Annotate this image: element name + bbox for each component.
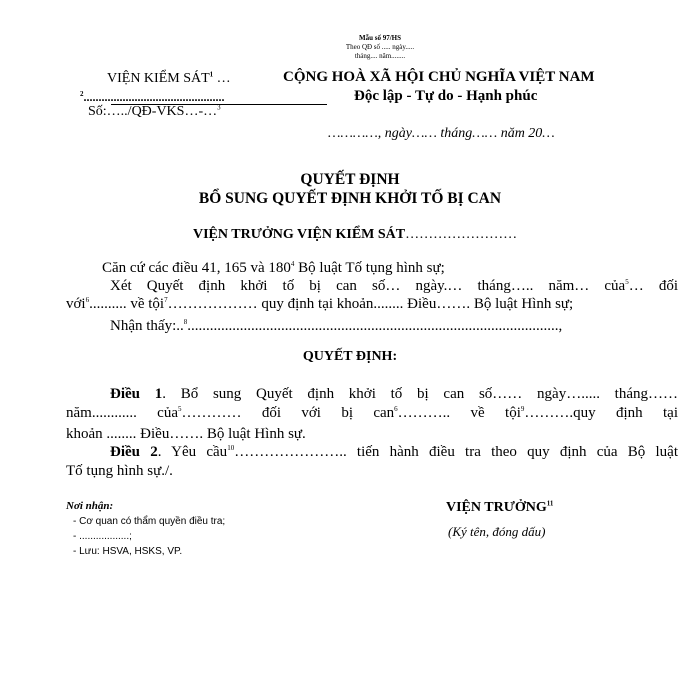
recipient-item: - ..................; — [73, 531, 132, 542]
footnote-ref: 3 — [217, 103, 221, 112]
footnote-ref: 1 — [209, 70, 214, 79]
form-number: Mẫu số 97/HS — [358, 34, 401, 42]
issuing-authority: VIỆN TRƯỞNG VIỆN KIỂM SÁT…………………… — [193, 227, 518, 242]
legal-basis-line: Căn cứ các điều 41, 165 và $180^4$ Bộ luật Tố tụng hình sự; — [102, 260, 445, 276]
article-1-label: Điều 1 — [110, 386, 163, 402]
footnote-ref: 6 — [85, 296, 90, 304]
footnote-ref: 4 — [290, 260, 295, 268]
form-number-note — [300, 34, 460, 61]
footnote-ref: 9 — [520, 405, 525, 413]
footnote-ref: 6 — [394, 405, 398, 413]
document-title: QUYẾT ĐỊNH — [300, 171, 400, 188]
article-1-line-2: năm............ của$^5$………… đối với bị can$^6$……….. về tội$^9$……….quy định tại — [66, 405, 678, 421]
footnote-ref: 10 — [227, 444, 235, 452]
country-name: CỘNG HOÀ XÃ HỘI CHỦ NGHĨA VIỆT NAM — [283, 69, 595, 85]
decision-heading: QUYẾT ĐỊNH: — [302, 349, 398, 364]
considering-line: Xét Quyết định khởi tố bị can số… ngày.… tháng….. năm… của$^5$… đối — [110, 278, 678, 294]
recipient-item: - Lưu: HSVA, HSKS, VP. — [73, 546, 183, 557]
form-decision-ref: Theo QĐ số ..... ngày..... — [345, 43, 415, 51]
footnote-ref: 5 — [625, 278, 629, 286]
document-number: Số:…../QĐ-VKS…-…$^3$ — [88, 103, 221, 119]
signer-title: VIỆN TRƯỞNG$^{11}$ — [446, 499, 554, 515]
document-subtitle: BỔ SUNG QUYẾT ĐỊNH KHỞI TỐ BỊ CAN — [198, 190, 502, 207]
footnote-ref: 8 — [183, 318, 188, 326]
signature-note: (Ký tên, đóng dấu) — [448, 524, 546, 539]
article-1: Điều 1. Bổ sung Quyết định khởi tố bị can số…… ngày…..... tháng…… — [110, 386, 678, 402]
article-2: Điều 2. Yêu cầu$^{10}$………………….. tiến hành điều tra theo quy định của Bộ luật — [110, 444, 679, 460]
finding-line: Nhận thấy:..$^8$..................................................................................................., — [110, 318, 563, 334]
agency-blank: $^2$............................................... — [80, 90, 225, 104]
form-decision-date: tháng.... năm........ — [354, 52, 406, 60]
footnote-ref: 5 — [178, 405, 182, 413]
footnote-ref: 2 — [80, 90, 84, 98]
place-and-date: …………, ngày…… tháng…… năm 20… — [328, 126, 555, 141]
national-motto: Độc lập - Tự do - Hạnh phúc — [354, 88, 538, 104]
footnote-ref: 11 — [546, 499, 554, 508]
recipients-title: Nơi nhận: — [66, 500, 114, 512]
considering-line-continued: với$^6$.......... về tội$^7$……………… quy định tại khoản........ Điều……. Bộ luật Hình sự; — [66, 296, 574, 312]
footnote-ref: 7 — [164, 296, 168, 304]
recipient-item: - Cơ quan có thẩm quyền điều tra; — [73, 516, 226, 527]
agency-name: VIỆN KIỂM SÁT$^1$ … — [107, 70, 231, 86]
article-2-label: Điều 2 — [110, 444, 158, 460]
article-1-line-3: khoản ........ Điều……. Bộ luật Hình sự. — [66, 426, 306, 442]
article-2-line-2: Tố tụng hình sự./. — [66, 463, 173, 479]
